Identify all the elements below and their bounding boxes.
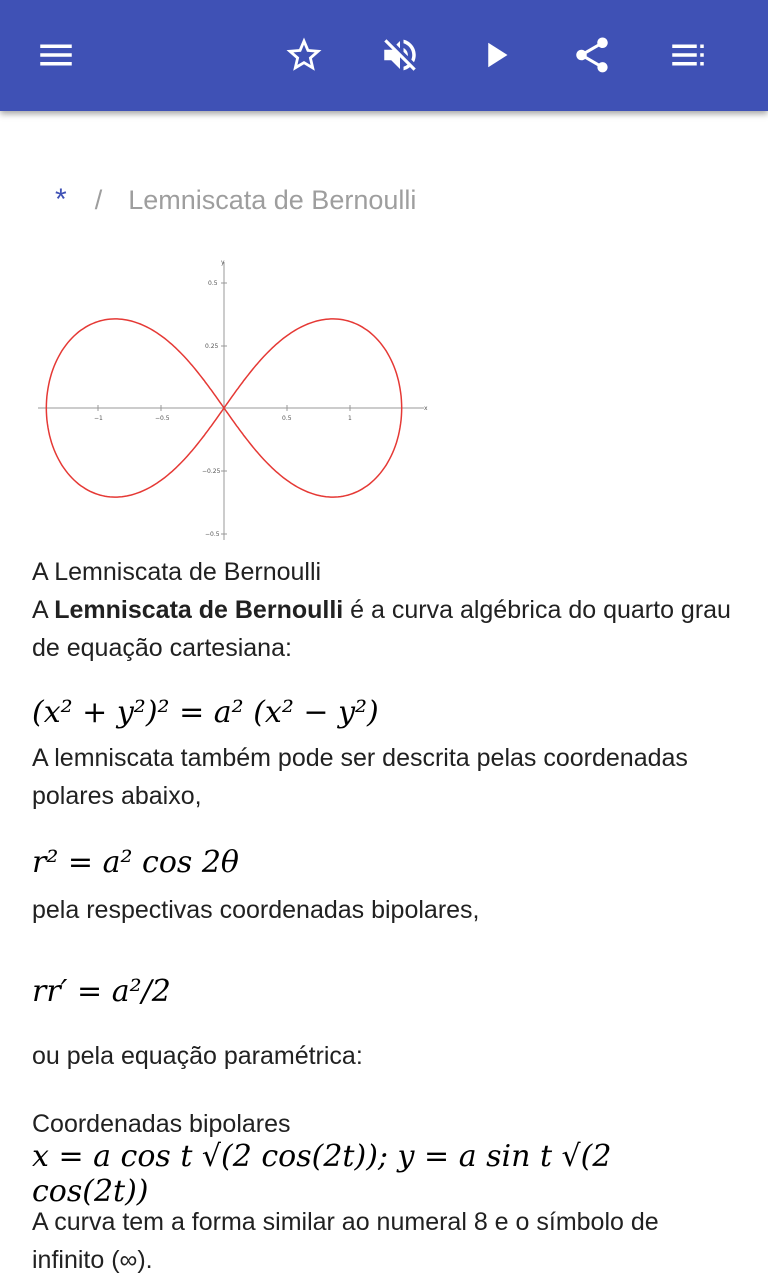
x-tick-label: −0.5 (155, 415, 170, 422)
breadcrumb-separator: / (94, 184, 103, 215)
play-button[interactable] (473, 31, 521, 79)
equation-bipolar-text: rr′ = a²/2 (32, 973, 171, 1009)
intro-prefix: A (32, 596, 55, 624)
lemniscate-plot (32, 252, 432, 546)
share-icon (571, 34, 613, 76)
parametric-paragraph: ou pela equação paramétrica: (32, 1042, 363, 1070)
breadcrumb-home-link[interactable]: * (55, 183, 67, 216)
y-tick-label: 0.5 (208, 280, 218, 287)
table-of-contents-icon (667, 34, 709, 76)
y-tick-label: −0.25 (202, 468, 221, 475)
subheading: Coordenadas bipolares (32, 1110, 291, 1138)
x-tick-label: −1 (94, 415, 103, 422)
term-link[interactable]: Lemniscata de Bernoulli (54, 596, 344, 624)
mute-button[interactable] (376, 31, 424, 79)
breadcrumb (55, 180, 416, 220)
intro-paragraph (32, 591, 736, 667)
intro-rest: é a curva algébrica do quarto grau de equação cartesiana: (32, 596, 731, 662)
equation-polar: r² = a² cos 2θ (32, 845, 239, 880)
breadcrumb-current: Lemniscata de Bernoulli (128, 184, 417, 215)
polar-paragraph: A lemniscata também pode ser descrita pelas coordenadas polares abaixo, (32, 744, 688, 810)
star-outline-icon (283, 34, 325, 76)
bipolar-paragraph: pela respectivas coordenadas bipolares, (32, 896, 480, 924)
app-bar (0, 0, 768, 111)
x-tick-label: 0.5 (282, 415, 292, 422)
y-tick-label: 0.25 (205, 343, 219, 350)
hamburger-menu-icon (35, 34, 77, 76)
lemniscate-figure[interactable] (32, 252, 432, 546)
volume-off-icon (379, 34, 421, 76)
axis-x-label: x (424, 405, 428, 412)
y-tick-label: −0.5 (205, 531, 220, 538)
table-of-contents-button[interactable] (664, 31, 712, 79)
equation-cartesian: (x² + y²)² = a² (x² − y²) (32, 695, 379, 730)
favorite-button[interactable] (280, 31, 328, 79)
article-content (32, 553, 736, 1279)
shape-paragraph: A curva tem a forma similar ao numeral 8 e o símbolo de infinito (∞). (32, 1208, 659, 1274)
play-icon (476, 34, 518, 76)
equation-parametric: x = a cos t √(2 cos(2t)); y = a sin t √(2 cos(2t)) (32, 1139, 612, 1209)
figure-caption: A Lemniscata de Bernoulli (32, 558, 322, 586)
axis-y-label: y (221, 259, 225, 266)
share-button[interactable] (568, 31, 616, 79)
menu-button[interactable] (32, 31, 80, 79)
equation-bipolar (32, 945, 736, 1037)
x-tick-label: 1 (348, 415, 352, 422)
